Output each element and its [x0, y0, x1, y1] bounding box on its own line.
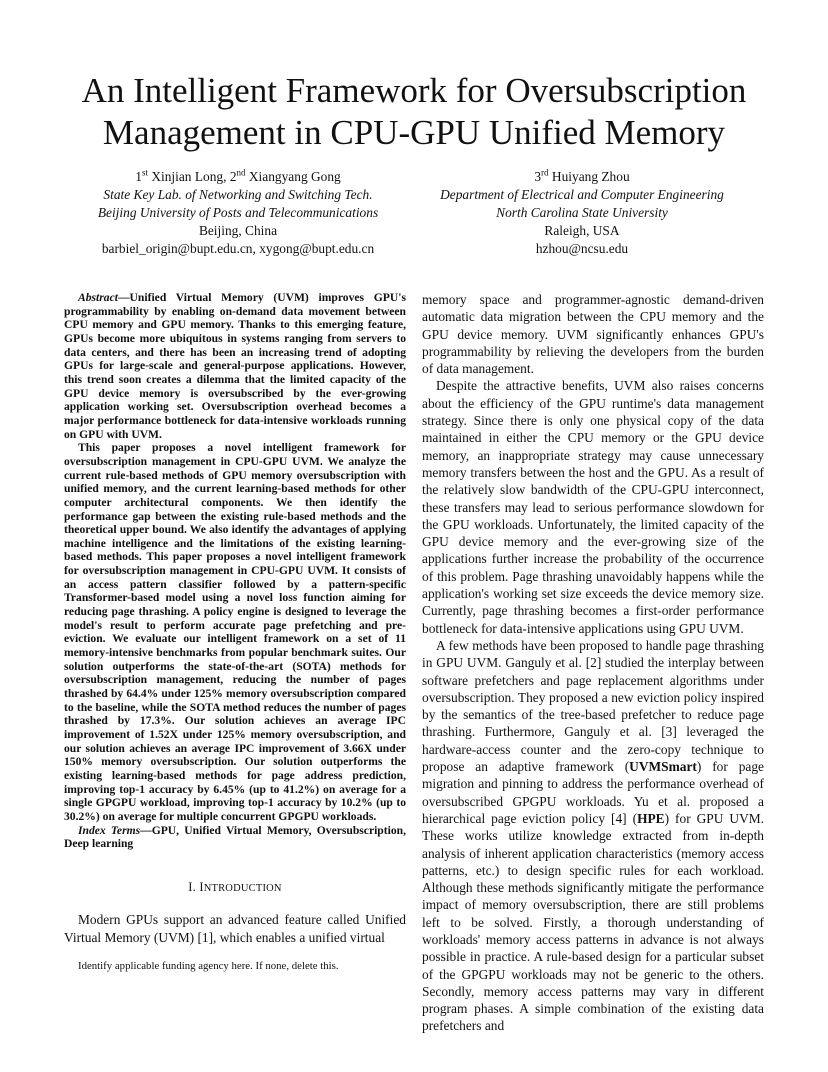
author-block-2 [414, 164, 750, 258]
author-email: hzhou@ncsu.edu [535, 241, 629, 257]
affiliation-line: State Key Lab. of Networking and Switching Tech. [103, 187, 373, 203]
abstract-paragraph-2: This paper proposes a novel intelligent framework for oversubscription management in CPU-GPU UVM. We analyze the current rule-based methods of GPU memory oversubscription with unified memory, and the current learning-based methods for other computer architectural components. We then identify the performance gap between the existing rule-based methods and the theoretical upper bound. We also identify the advantages of applying machine intelligence and the limitations of the existing learning-based methods. This paper proposes a novel intelligent framework for oversubscription management in CPU-GPU UVM. It consists of an access pattern classifier followed by a pattern-specific Transformer-based model using a novel loss function aiming for reducing page thrashing. A policy engine is designed to leverage the model's result to perform accurate page prefetching and pre-eviction. We evaluate our intelligent framework on a set of 11 memory-intensive benchmarks from popular benchmark suites. Our solution outperforms the state-of-the-art (SOTA) methods for oversubscription management, reducing the number of pages thrashed by 64.4% under 125% memory oversubscription compared to the baseline, while the SOTA method reduces the number of pages thrashed by 17.3%. Our solution achieves an average IPC improvement of 1.52X under 125% memory oversubscription, and our solution achieves an average IPC improvement of 3.66X under 150% memory oversubscription. Our solution outperforms the existing learning-based methods for page address prediction, improving top-1 accuracy by 6.45% (up to 41.2%) on average for a single GPGPU workload, improving top-1 accuracy by 10.2% (up to 30.2%) on average for multiple concurrent GPGPU workloads. [64, 441, 406, 823]
left-column [64, 291, 406, 946]
paper-title [60, 70, 768, 154]
author-email: barbiel_origin@bupt.edu.cn, xygong@bupt.edu.cn [101, 241, 375, 257]
right-column [422, 291, 764, 1035]
funding-footnote: Identify applicable funding agency here. If none, delete this. [78, 960, 339, 972]
title-line-2: Management in CPU-GPU Unified Memory [102, 113, 726, 152]
section-heading-introduction: I. INTRODUCTION [188, 879, 282, 894]
author-location: Raleigh, USA [544, 223, 620, 239]
body-paragraph-3: A few methods have been proposed to handle page thrashing in GPU UVM. Ganguly et al. [2] studied the interplay between software prefetchers and page replacement algorithms under oversubscription. They proposed a new eviction policy inspired by the semantics of the tree-based prefetcher to reduce page thrashing. Furthermore, Ganguly et al. [3] leveraged the hardware-access counter and the zero-copy technique to propose an adaptive framework (UVMSmart) for page migration and pinning to address the performance overhead of oversubscribed GPGPU workloads. Yu et al. proposed a hierarchical page eviction policy [4] (HPE) for GPU UVM. These works utilize knowledge extracted from in-depth analysis of inherent application characteristics (memory access patterns, etc.) to design specific rules for each workload. Although these methods significantly mitigate the performance impact of memory oversubscription, there are still problems left to be solved. Firstly, a thorough understanding of workloads' memory access patterns in advance is not always possible in practice. A rule-based design for a particular subset of the GPGPU workloads may not be generic to the others. Secondly, memory access patterns may vary in different program phases. A simple combination of the existing data prefetchers and [422, 637, 764, 1034]
index-terms: Index Terms—GPU, Unified Virtual Memory, Oversubscription, Deep learning [64, 823, 406, 851]
uvmsmart-term: UVMSmart [629, 759, 697, 775]
author-location: Beijing, China [198, 223, 278, 239]
affiliation-line: Department of Electrical and Computer Engineering [440, 187, 724, 203]
author-block-1 [70, 164, 406, 258]
abstract-paragraph-1: Abstract—Unified Virtual Memory (UVM) improves GPU's programmability by enabling on-demand data movement between CPU memory and GPU memory. Thanks to this emerging feature, GPUs become more ubiquitous in systems ranging from servers to data centers, and there has been an increasing trend of adopting GPUs for large-scale and general-purpose applications. However, this trend soon creates a dilemma that the limited capacity of the GPU device memory is oversubscribed by the ever-growing application working set. Oversubscription overhead becomes a major performance bottleneck for data-intensive workloads running on GPU with UVM. [64, 291, 406, 441]
author-names: 1st Xinjian Long, 2nd Xiangyang Gong [135, 168, 341, 185]
intro-paragraph: Modern GPUs support an advanced feature called Unified Virtual Memory (UVM) [1], which enables a unified virtual [64, 912, 406, 945]
affiliation-line: North Carolina State University [496, 205, 668, 221]
body-paragraph-2: Despite the attractive benefits, UVM also raises concerns about the efficiency of the GPU runtime's data management strategy. Since there is only one physical copy of the data maintained in either the CPU memory or the GPU device memory, an inappropriate strategy may cause unnecessary memory transfers between the host and the GPU. As a result of the relatively slow bandwidth of the CPU-GPU interconnect, these transfers may lead to serious performance slowdown for the GPU workloads. Unfortunately, the limited capacity of the GPU device memory and the ever-growing size of the applications further increase the probability of the occurrence of this problem. Page thrashing unavoidably happens while the application's working set size exceeds the device memory size. Currently, page thrashing becomes a first-order performance bottleneck for data-intensive applications using GPU UVM. [422, 378, 764, 636]
title-line-1: An Intelligent Framework for Oversubscription [81, 71, 747, 110]
body-paragraph-1: memory space and programmer-agnostic demand-driven automatic data migration between the CPU memory and the GPU device memory. UVM significantly enhances GPU's programmability by relieving the developers from the burden of data management. [422, 292, 764, 377]
hpe-term: HPE [637, 810, 665, 826]
author-names: 3rd Huiyang Zhou [534, 168, 630, 185]
affiliation-line: Beijing University of Posts and Telecommunications [97, 205, 379, 221]
